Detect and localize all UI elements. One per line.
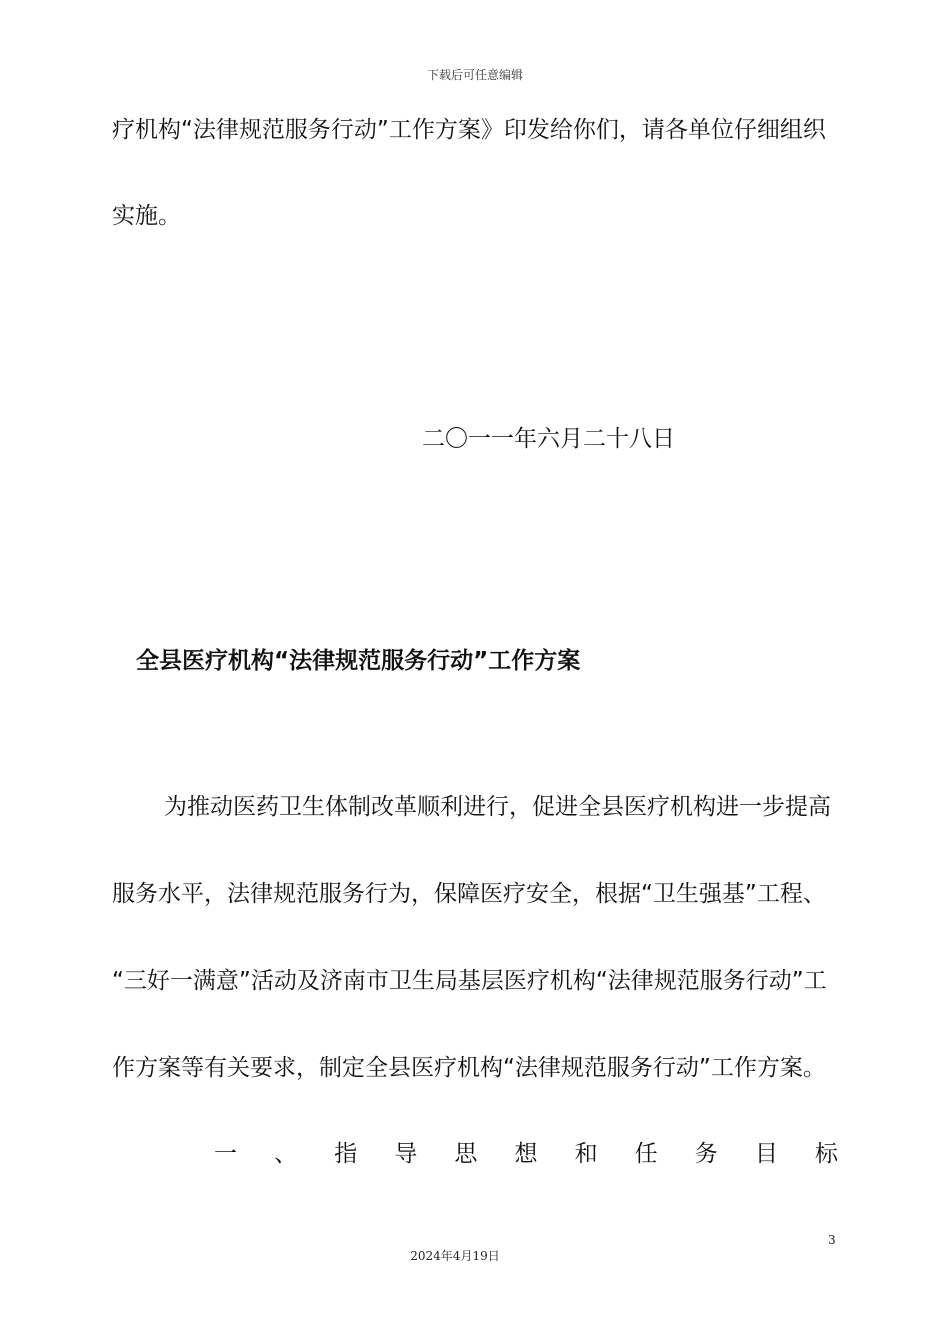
- header-note: 下载后可任意编辑: [426, 68, 523, 82]
- document-title: 全县医疗机构“法律规范服务行动”工作方案: [136, 648, 581, 674]
- section-heading-char: 标: [814, 1141, 838, 1167]
- paragraph-line-1: 为推动医药卫生体制改革顺利进行，促进全县医疗机构进一步提高: [164, 794, 831, 820]
- section-heading: [214, 1139, 838, 1169]
- body-line-2: 实施。: [112, 203, 181, 229]
- section-heading-char: 务: [694, 1141, 718, 1167]
- section-heading-char: 导: [394, 1141, 418, 1167]
- section-heading-char: 和: [574, 1141, 598, 1167]
- paragraph-line-4: 作方案等有关要求，制定全县医疗机构“法律规范服务行动”工作方案。: [112, 1055, 826, 1081]
- paragraph-line-3: “三好一满意”活动及济南市卫生局基层医疗机构“法律规范服务行动”工: [112, 968, 827, 994]
- footer-date: 2024年4月19日: [410, 1249, 500, 1263]
- section-heading-char: 一: [214, 1141, 237, 1167]
- section-heading-char: 、: [274, 1141, 298, 1167]
- section-heading-char: 任: [634, 1141, 658, 1167]
- paragraph-line-2: 服务水平，法律规范服务行为，保障医疗安全，根据“卫生强基”工程、: [112, 881, 826, 907]
- issue-date: 二〇一一年六月二十八日: [422, 426, 675, 452]
- section-heading-char: 想: [514, 1141, 538, 1167]
- page-number: 3: [828, 1233, 836, 1247]
- body-line-1: 疗机构“法律规范服务行动”工作方案》印发给你们，请各单位仔细组织: [112, 117, 826, 143]
- section-heading-char: 思: [454, 1141, 478, 1167]
- section-heading-char: 指: [334, 1141, 358, 1167]
- section-heading-char: 目: [754, 1141, 778, 1167]
